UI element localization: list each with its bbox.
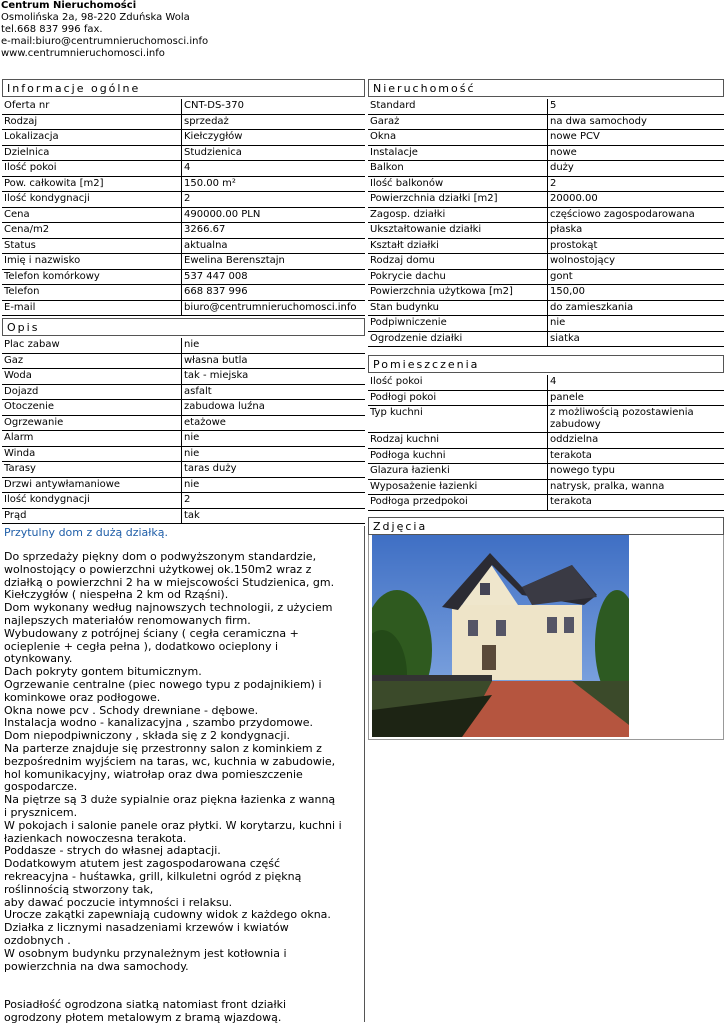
row-value: nowe (548, 146, 724, 162)
row-value: tak (182, 509, 365, 525)
row-label: Kształt działki (368, 239, 548, 255)
table-row (368, 449, 724, 465)
row-value: 2 (182, 493, 365, 509)
row-label: Typ kuchni (368, 406, 548, 433)
row-label: Winda (2, 447, 182, 463)
row-label: Ilość pokoi (2, 161, 182, 177)
house-photo[interactable] (372, 535, 629, 737)
table-row (368, 161, 724, 177)
row-value: częściowo zagospodarowana (548, 208, 724, 224)
table-row (368, 332, 724, 348)
table-row (2, 447, 365, 463)
row-value: natrysk, pralka, wanna (548, 480, 724, 496)
property-table (368, 99, 724, 347)
table-row (2, 270, 365, 286)
agency-phone: tel.668 837 996 fax. (1, 24, 103, 35)
section-general-header: Informacje ogólne (2, 79, 365, 97)
table-row (2, 208, 365, 224)
table-row (2, 239, 365, 255)
left-column (2, 79, 365, 1022)
row-label: Ilość pokoi (368, 375, 548, 391)
table-row (2, 161, 365, 177)
row-value: nowego typu (548, 464, 724, 480)
row-value: z możliwością pozostawienia zabudowy (548, 406, 724, 433)
row-value: aktualna (182, 239, 365, 255)
agency-email: e-mail:biuro@centrumnieruchomosci.info (1, 36, 209, 47)
opis-table (2, 338, 365, 524)
table-row (368, 464, 724, 480)
row-label: Zagosp. działki (368, 208, 548, 224)
agency-header (1, 0, 208, 60)
row-label: E-mail (2, 301, 182, 317)
section-photos-header: Zdjęcia (368, 517, 724, 535)
row-value: nie (182, 338, 365, 354)
row-label: Dzielnica (2, 146, 182, 162)
table-row (2, 493, 365, 509)
row-value: na dwa samochody (548, 115, 724, 131)
row-value: nie (182, 478, 365, 494)
row-label: Okna (368, 130, 548, 146)
table-row (368, 433, 724, 449)
row-label: Ukształtowanie działki (368, 223, 548, 239)
row-label: Pow. całkowita [m2] (2, 177, 182, 193)
table-row (368, 130, 724, 146)
table-row (2, 254, 365, 270)
row-value: 5 (548, 99, 724, 115)
row-value: oddzielna (548, 433, 724, 449)
rooms-table (368, 375, 724, 511)
row-label: Plac zabaw (2, 338, 182, 354)
row-label: Powierzchnia użytkowa [m2] (368, 285, 548, 301)
row-value: 150,00 (548, 285, 724, 301)
table-row (368, 208, 724, 224)
row-value: etażowe (182, 416, 365, 432)
row-label: Balkon (368, 161, 548, 177)
row-value: 4 (182, 161, 365, 177)
row-value: 2 (182, 192, 365, 208)
right-column (368, 79, 724, 740)
row-value: terakota (548, 449, 724, 465)
row-value: nie (182, 431, 365, 447)
table-row (368, 146, 724, 162)
agency-website: www.centrumnieruchomosci.info (1, 48, 165, 59)
row-label: Powierzchnia działki [m2] (368, 192, 548, 208)
table-row (2, 130, 365, 146)
row-label: Cena (2, 208, 182, 224)
table-row (2, 509, 365, 525)
row-value: biuro@centrumnieruchomosci.info (182, 301, 365, 317)
table-row (368, 406, 724, 433)
table-row (368, 192, 724, 208)
description-block (2, 526, 365, 1022)
row-label: Garaż (368, 115, 548, 131)
table-row (2, 285, 365, 301)
row-value: nie (182, 447, 365, 463)
table-row (368, 480, 724, 496)
row-label: Podłoga kuchni (368, 449, 548, 465)
agency-name: Centrum Nieruchomości (1, 0, 137, 11)
table-row (2, 177, 365, 193)
table-row (368, 254, 724, 270)
row-label: Ogrzewanie (2, 416, 182, 432)
table-row (2, 223, 365, 239)
row-value: CNT-DS-370 (182, 99, 365, 115)
row-value: siatka (548, 332, 724, 348)
row-value: 20000.00 (548, 192, 724, 208)
table-row (2, 369, 365, 385)
table-row (368, 285, 724, 301)
table-row (2, 146, 365, 162)
row-value: gont (548, 270, 724, 286)
row-value: 4 (548, 375, 724, 391)
table-row (368, 99, 724, 115)
row-label: Ilość kondygnacji (2, 192, 182, 208)
table-row (2, 462, 365, 478)
row-value: nowe PCV (548, 130, 724, 146)
row-value: zabudowa luźna (182, 400, 365, 416)
row-label: Podłoga przedpokoi (368, 495, 548, 511)
section-opis-header: Opis (2, 318, 365, 336)
row-label: Rodzaj domu (368, 254, 548, 270)
row-value: terakota (548, 495, 724, 511)
table-row (2, 354, 365, 370)
row-label: Prąd (2, 509, 182, 525)
section-property-header: Nieruchomość (368, 79, 724, 97)
photo-gallery (368, 535, 724, 740)
row-label: Gaz (2, 354, 182, 370)
table-row (2, 478, 365, 494)
row-value: prostokąt (548, 239, 724, 255)
row-label: Cena/m2 (2, 223, 182, 239)
row-value: panele (548, 391, 724, 407)
table-row (2, 385, 365, 401)
row-value: 3266.67 (182, 223, 365, 239)
row-label: Status (2, 239, 182, 255)
row-label: Oferta nr (2, 99, 182, 115)
row-label: Stan budynku (368, 301, 548, 317)
row-label: Lokalizacja (2, 130, 182, 146)
table-row (368, 270, 724, 286)
table-row (2, 416, 365, 432)
row-value: 2 (548, 177, 724, 193)
row-value: asfalt (182, 385, 365, 401)
row-label: Wyposażenie łazienki (368, 480, 548, 496)
row-value: 150.00 m² (182, 177, 365, 193)
section-rooms-header: Pomieszczenia (368, 355, 724, 373)
general-table (2, 99, 365, 316)
table-row (368, 391, 724, 407)
row-label: Ilość balkonów (368, 177, 548, 193)
row-label: Dojazd (2, 385, 182, 401)
row-value: taras duży (182, 462, 365, 478)
table-row (2, 99, 365, 115)
row-value: wolnostojący (548, 254, 724, 270)
row-label: Drzwi antywłamaniowe (2, 478, 182, 494)
table-row (368, 301, 724, 317)
table-row (368, 239, 724, 255)
row-label: Rodzaj (2, 115, 182, 131)
description-text: Do sprzedaży piękny dom o podwyższonym standardzie, wolnostojący o powierzchni użytkowej ok.150m2 wraz z działką o powierzchni 2 ha w miejscowości Studzienica, gm. Kiełczygłów ( niespełna 2 km od Rząśni). Dom wykonany według najnowszych technologii, z użyciem najlepszych materiałów renomowanych firm. Wybudowany z potrójnej ściany ( cegła ceramiczna + ocieplenie + cegła pełna ), dodatkowo ocieplony i otynkowany. Dach pokryty gontem bitumicznym. Ogrzewanie centralne (piec nowego typu z podajnikiem) i kominkowe oraz podłogowe. Okna nowe pcv . Schody drewniane - dębowe. Instalacja wodno - kanalizacyjna , szambo przydomowe. Dom niepodpiwniczony , składa się z 2 kondygnacji. Na parterze znajduje się przestronny salon z kominkiem z bezpośrednim wyjściem na taras, wc, kuchnia w zabudowie, hol komunikacyjny, wiatrołap oraz dwa pomieszczenie gospodarcze. Na piętrze są 3 duże sypialnie oraz piękna łazienka z wanną i prysznicem. W pokojach i salonie panele oraz płytki. W korytarzu, kuchni i łazienkach nowoczesna terakota. Poddasze - strych do własnej adaptacji. Dodatkowym atutem jest zagospodarowana część rekreacyjna - huśtawka, grill, kilkuletni ogród z piękną roślinnością stworzony tak, aby dawać poczucie intymności i relaksu. Urocze zakątki zapewniają cudowny widok z każdego okna. Działka z licznymi nasadzeniami krzewów i kwiatów ozdobnych . W osobnym budynku przynależnym jest kotłownia i powierzchnia na dwa samochody. Posiadłość ogrodzona siatką natomiast front działki ogrodzony płotem metalowym z bramą wjazdową. (4, 550, 342, 1024)
row-label: Ilość kondygnacji (2, 493, 182, 509)
row-label: Glazura łazienki (368, 464, 548, 480)
table-row (368, 495, 724, 511)
row-label: Alarm (2, 431, 182, 447)
row-value: własna butla (182, 354, 365, 370)
table-row (368, 316, 724, 332)
description-headline: Przytulny dom z dużą działką. (4, 526, 169, 539)
row-value: 668 837 996 (182, 285, 365, 301)
table-row (2, 431, 365, 447)
table-row (368, 375, 724, 391)
table-row (368, 177, 724, 193)
row-label: Tarasy (2, 462, 182, 478)
row-value: 490000.00 PLN (182, 208, 365, 224)
row-label: Imię i nazwisko (2, 254, 182, 270)
table-row (2, 115, 365, 131)
row-label: Telefon (2, 285, 182, 301)
table-row (2, 301, 365, 317)
row-value: do zamieszkania (548, 301, 724, 317)
row-value: Ewelina Berensztajn (182, 254, 365, 270)
agency-address: Osmolińska 2a, 98-220 Zduńska Wola (1, 12, 190, 23)
row-value: sprzedaż (182, 115, 365, 131)
table-row (368, 223, 724, 239)
row-value: płaska (548, 223, 724, 239)
row-label: Ogrodzenie działki (368, 332, 548, 348)
table-row (368, 115, 724, 131)
row-value: duży (548, 161, 724, 177)
table-row (2, 338, 365, 354)
row-value: nie (548, 316, 724, 332)
row-label: Telefon komórkowy (2, 270, 182, 286)
row-value: Kiełczygłów (182, 130, 365, 146)
table-row (2, 192, 365, 208)
row-value: Studzienica (182, 146, 365, 162)
row-label: Pokrycie dachu (368, 270, 548, 286)
row-label: Instalacje (368, 146, 548, 162)
table-row (2, 400, 365, 416)
row-value: 537 447 008 (182, 270, 365, 286)
row-label: Podłogi pokoi (368, 391, 548, 407)
row-label: Podpiwniczenie (368, 316, 548, 332)
row-label: Otoczenie (2, 400, 182, 416)
row-value: tak - miejska (182, 369, 365, 385)
row-label: Standard (368, 99, 548, 115)
row-label: Woda (2, 369, 182, 385)
row-label: Rodzaj kuchni (368, 433, 548, 449)
